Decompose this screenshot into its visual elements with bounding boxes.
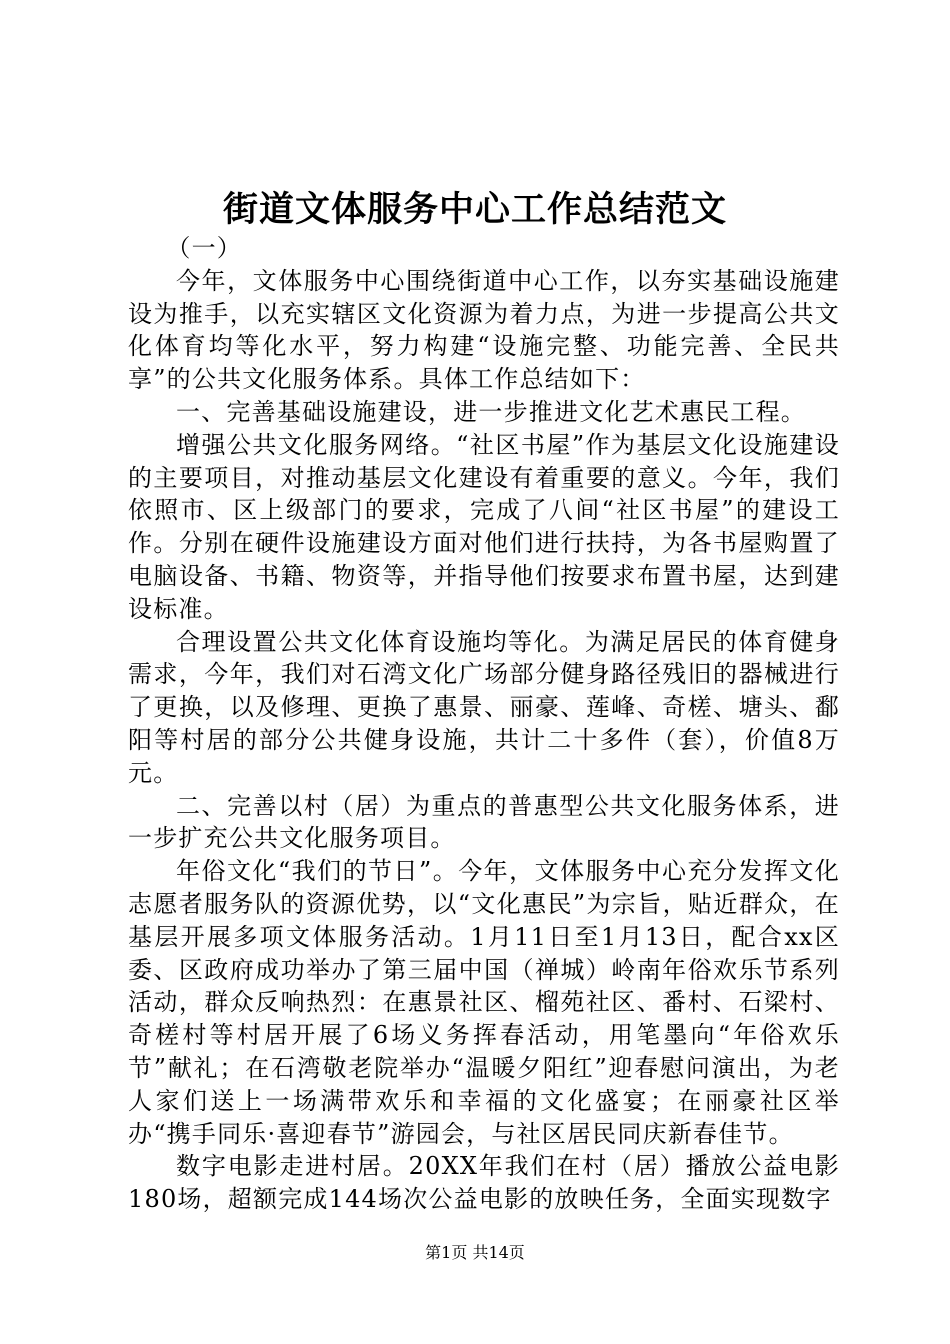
section-number: （一）: [166, 234, 242, 262]
document-body: [128, 232, 840, 1216]
paragraph-intro: 今年，文体服务中心围绕街道中心工作，以夯实基础设施建设为推手，以充实辖区文化资源为着力点，为进一步提高公共文化体育均等化水平，努力构建“设施完整、功能完善、全民共享”的公共文化服务体系。具体工作总结如下：: [128, 266, 840, 394]
paragraph-sports-facilities: 合理设置公共文化体育设施均等化。为满足居民的体育健身需求，今年，我们对石湾文化广场部分健身路径残旧的器械进行了更换，以及修理、更换了惠景、丽豪、莲峰、奇槎、塘头、鄱阳等村居的部分公共健身设施，共计二十多件（套），价值8万元。: [128, 627, 840, 787]
paragraph-community-library: 增强公共文化服务网络。“社区书屋”作为基层文化设施建设的主要项目，对推动基层文化建设有着重要的意义。今年，我们依照市、区上级部门的要求，完成了八间“社区书屋”的建设工作。分别在硬件设施建设方面对他们进行扶持，为各书屋购置了电脑设备、书籍、物资等，并指导他们按要求布置书屋，达到建设标准。: [128, 430, 840, 623]
heading-section-two: 二、完善以村（居）为重点的普惠型公共文化服务体系，进一步扩充公共文化服务项目。: [128, 791, 840, 853]
document-title: 街道文体服务中心工作总结范文: [222, 189, 727, 230]
page-footer: 第1页 共14页: [425, 1243, 525, 1262]
paragraph-festival-culture: 年俗文化“我们的节日”。今年，文体服务中心充分发挥文化志愿者服务队的资源优势，以“文化惠民”为宗旨，贴近群众，在基层开展多项文体服务活动。1月11日至1月13日，配合xx区委、区政府成功举办了第三届中国（禅城）岭南年俗欢乐节系列活动，群众反响热烈：在惠景社区、榴苑社区、番村、石梁村、奇槎村等村居开展了6场义务挥春活动，用笔墨向“年俗欢乐节”献礼；在石湾敬老院举办“温暖夕阳红”迎春慰问演出，为老人家们送上一场满带欢乐和幸福的文化盛宴；在丽豪社区举办“携手同乐·喜迎春节”游园会，与社区居民同庆新春佳节。: [128, 857, 840, 1148]
paragraph-digital-movies: 数字电影走进村居。20XX年我们在村（居）播放公益电影180场，超额完成144场次公益电影的放映任务，全面实现数字: [128, 1152, 840, 1214]
heading-section-one: 一、完善基础设施建设，进一步推进文化艺术惠民工程。: [176, 397, 806, 426]
